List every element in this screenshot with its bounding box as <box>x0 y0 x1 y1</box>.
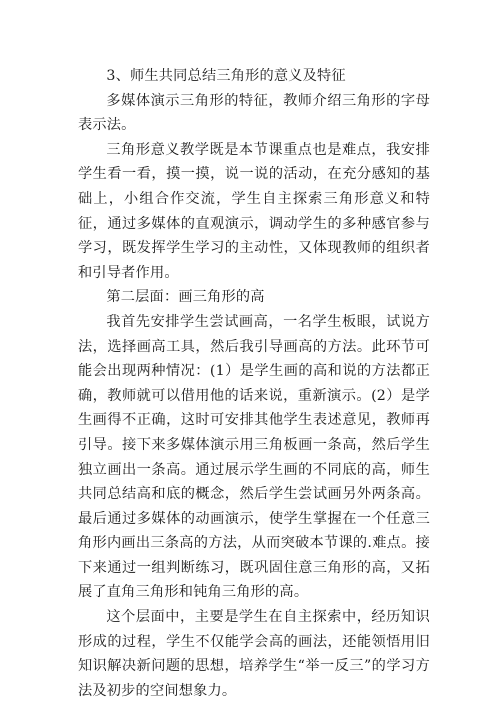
paragraph: 三角形意义教学既是本节课重点也是难点，我安排学生看一看，摸一摸，说一说的活动，在充分感知的基础上，小组合作交流，学生自主探索三角形意义和特征，通过多媒体的直观演示，调动学生的多种感官参与学习，既发挥学生学习的主动性，又体现教师的组织者和引导者作用。 <box>78 141 430 281</box>
paragraph: 这个层面中，主要是学生在自主探索中，经历知识形成的过程，学生不仅能学会高的画法，还能领悟用旧知识解决新问题的思想，培养学生“举一反三”的学习方法及初步的空间想象力。 <box>78 609 430 699</box>
paragraph: 我首先安排学生尝试画高，一名学生板眼，试说方法，选择画高工具，然后我引导画高的方法。此环节可能会出现两种情况：(1）是学生画的高和说的方法都正确，教师就可以借用他的话来说，重新演示。(2）是学生画得不正确，这时可安排其他学生表述意见，教师再引导。接下来多媒体演示用三角板画一条高，然后学生独立画出一条高。通过展示学生画的不同底的高，师生共同总结高和底的概念，然后学生尝试画另外两条高。最后通过多媒体的动画演示，使学生掌握在一个任意三角形内画出三条高的方法，从而突破本节课的.难点。接下来通过一组判断练习，既巩固住意三角形的高，又拓展了直角三角形和钝角三角形的高。 <box>78 313 430 601</box>
subsection-heading: 第二层面：画三角形的高 <box>106 289 265 306</box>
paragraph: 多媒体演示三角形的特征，教师介绍三角形的字母表示法。 <box>78 92 430 134</box>
document-body <box>78 64 430 703</box>
section-heading: 3、师生共同总结三角形的意义及特征 <box>106 68 346 84</box>
